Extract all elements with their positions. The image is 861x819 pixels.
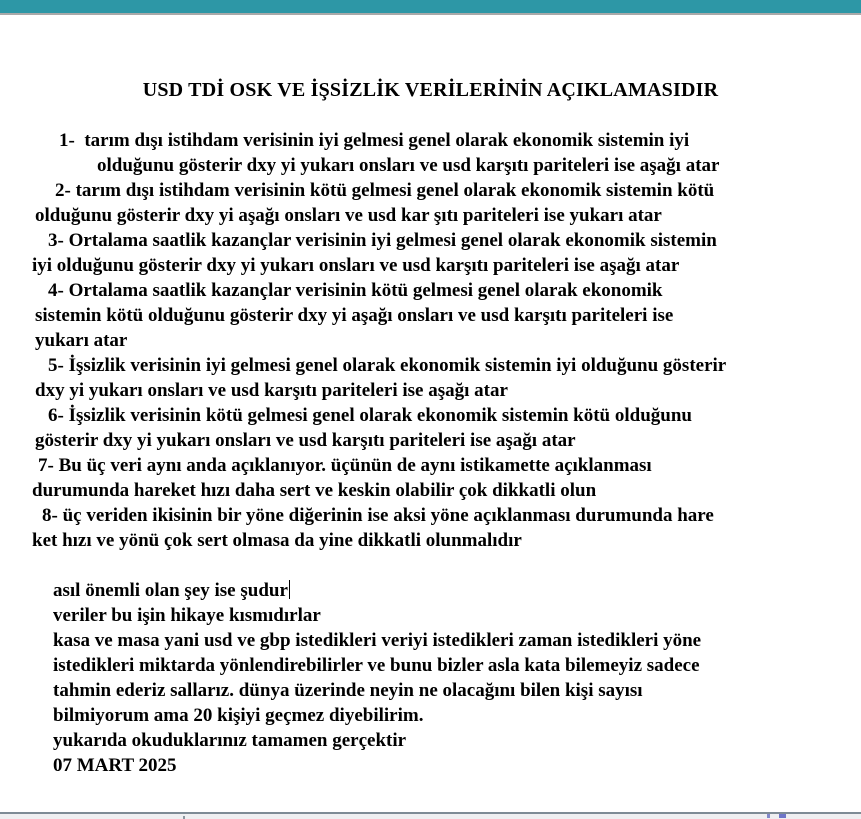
document-body [0,128,861,778]
text-line[interactable]: 1- tarım dışı istihdam verisinin iyi gelmesi genel olarak ekonomik sistemin iyi [59,130,690,151]
status-mark-icon [767,814,770,818]
status-strip [0,814,861,819]
text-line[interactable]: durumunda hareket hızı daha sert ve keskin olabilir çok dikkatli olun [32,480,597,501]
text-line[interactable]: 5- İşsizlik verisinin iyi gelmesi genel olarak ekonomik sistemin iyi olduğunu gösterir [48,355,727,376]
text-line[interactable]: olduğunu gösterir dxy yi yukarı onsları ve usd karşıtı pariteleri ise aşağı atar [97,155,720,176]
text-line: asıl önemli olan şey ise şudur [53,580,288,601]
document-page[interactable] [0,15,861,811]
document-title[interactable]: USD TDİ OSK VE İŞSİZLİK VERİLERİNİN AÇIKLAMASIDIR [142,79,719,101]
text-line[interactable]: kasa ve masa yani usd ve gbp istedikleri veriyi istedikleri zaman istedikleri yöne [53,630,702,651]
text-line[interactable]: istedikleri miktarda yönlendirebilirler ve bunu bizler asla kata bilemeyiz sadece [53,655,700,676]
date-line[interactable]: 07 MART 2025 [53,755,177,776]
text-line[interactable]: veriler bu işin hikaye kısmıdırlar [53,605,321,626]
text-line[interactable]: 4- Ortalama saatlik kazançlar verisinin kötü gelmesi genel olarak ekonomik [48,280,663,301]
text-cursor-caret [289,580,290,599]
blank-line[interactable] [0,553,861,578]
text-line[interactable]: yukarıda okuduklarınız tamamen gerçektir [53,730,407,751]
status-mark-icon [779,814,786,818]
text-line[interactable]: 7- Bu üç veri aynı anda açıklanıyor. üçünün de aynı istikamette açıklanması [38,455,652,476]
text-line[interactable]: 8- üç veriden ikisinin bir yöne diğerinin ise aksi yöne açıklanması durumunda hare [42,505,714,526]
text-line[interactable]: 2- tarım dışı istihdam verisinin kötü gelmesi genel olarak ekonomik sistemin kötü [55,180,715,201]
text-line[interactable]: iyi olduğunu gösterir dxy yi yukarı onsları ve usd karşıtı pariteleri ise aşağı atar [32,255,680,276]
text-line[interactable]: 6- İşsizlik verisinin kötü gelmesi genel olarak ekonomik sistemin kötü olduğunu [48,405,692,426]
text-line[interactable]: tahmin ederiz sallarız. dünya üzerinde neyin ne olacağını bilen kişi sayısı [53,680,643,701]
text-line[interactable]: bilmiyorum ama 20 kişiyi geçmez diyebilirim. [53,705,424,726]
text-line[interactable]: sistemin kötü olduğunu gösterir dxy yi aşağı onsları ve usd karşıtı pariteleri ise [35,305,674,326]
text-line[interactable]: dxy yi yukarı onsları ve usd karşıtı pariteleri ise aşağı atar [35,380,508,401]
text-line[interactable]: gösterir dxy yi yukarı onsları ve usd karşıtı pariteleri ise aşağı atar [35,430,576,451]
window-top-bar [0,0,861,13]
text-line[interactable]: yukarı atar [35,330,128,351]
text-line[interactable]: olduğunu gösterir dxy yi aşağı onsları ve usd kar şıtı pariteleri ise yukarı atar [35,205,662,226]
text-line-with-caret[interactable] [0,578,861,603]
text-line[interactable]: 3- Ortalama saatlik kazançlar verisinin iyi gelmesi genel olarak ekonomik sistemin [48,230,717,251]
text-line[interactable]: ket hızı ve yönü çok sert olmasa da yine dikkatli olunmalıdır [32,530,522,551]
